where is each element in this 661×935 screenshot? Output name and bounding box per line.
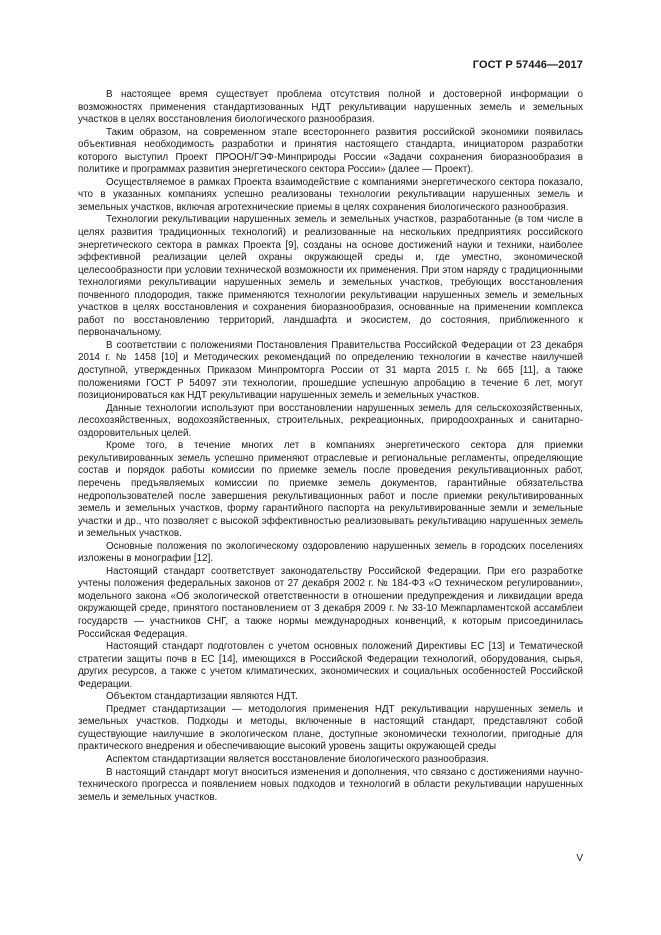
- paragraph: В настоящий стандарт могут вноситься изменения и дополнения, что связано с достижениями научно-технического прогресса и появлением новых подходов и технологий в области рекультивации нарушенных земель и земельных участков.: [78, 766, 583, 803]
- paragraph: Настоящий стандарт подготовлен с учетом основных положений Директивы ЕС [13] и Тематической стратегии защиты почв в ЕС [14], имеющихся в Российской Федерации технологий, оборудования, сырья, других ресурсов, а также с учетом климатических, экономических и социальных особенностей Российской Федерации.: [78, 641, 583, 690]
- paragraph: Осуществляемое в рамках Проекта взаимодействие с компаниями энергетического сектора показало, что в указанных компаниях успешно реализованы технологии рекультивации нарушенных земель и земельных участков, включая агротехнические приемы в целях сохранения биологического разнообразия.: [78, 176, 583, 213]
- standard-header: ГОСТ Р 57446—2017: [472, 59, 583, 71]
- paragraph: Основные положения по экологическому оздоровлению нарушенных земель в городских поселениях изложены в монографии [12].: [78, 540, 583, 565]
- paragraph: Данные технологии используют при восстановлении нарушенных земель для сельскохозяйственных, лесохозяйственных, водохозяйственных, строительных, рекреационных, природоохранных и санитарно-оздоровительных целей.: [78, 402, 583, 439]
- paragraph: Кроме того, в течение многих лет в компаниях энергетического сектора для приемки рекультивированных земель успешно применяют отраслевые и региональные регламенты, определяющие состав и порядок работы комиссии по приемке земель после проведения рекультивационных работ, перечень предъявляемых комиссии по приемке земель документов, гарантийные обязательства недропользователей после завершения рекультивационных работ и после приемки рекультивированных земель и земельных участков, форму гарантийного паспорта на рекультивированные земли и земельные участки и др., что позволяет с высокой эффективностью реализовывать рекультивацию нарушенных земель и земельных участков.: [78, 440, 583, 540]
- paragraph: Объектом стандартизации являются НДТ.: [106, 691, 298, 703]
- paragraph: В соответствии с положениями Постановления Правительства Российской Федерации от 23 декабря 2014 г. № 1458 [10] и Методических рекомендаций по определению технологии в качестве наилучшей доступной, утвержденных Приказом Минпромторга России от 31 марта 2015 г. № 665 [11], а также положениями ГОСТ Р 54097 эти технологии, прошедшие успешную апробацию в течение 6 лет, могут позиционироваться как НДТ рекультивации нарушенных земель и земельных участков.: [78, 339, 583, 402]
- paragraph: В настоящее время существует проблема отсутствия полной и достоверной информации о возможностях применения стандартизованных НДТ рекультивации нарушенных земель и земельных участков в целях восстановления биологического разнообразия.: [78, 89, 583, 126]
- paragraph: Технологии рекультивации нарушенных земель и земельных участков, разработанные (в том числе в целях развития традиционных технологий) и реализованные на нескольких предприятиях российского энергетического сектора в рамках Проекта [9], созданы на основе достижений науки и техники, наиболее эффективной реализации целей охраны окружающей среды и, где уместно, экономической целесообразности при условии технической возможности их применения. При этом наряду с традиционными технологиями рекультивации нарушенных земель и земельных участков, требующих восстановления почвенного плодородия, также применяются технологии рекультивации нарушенных земель и земельных участков в целях восстановления и сохранения биоразнообразия, основанные на применении комплекса работ по восстановлению территорий, ландшафта и экосистем, до состояния, приближенного к первоначальному.: [78, 214, 583, 339]
- document-body: [78, 89, 583, 804]
- page-number: V: [576, 853, 583, 864]
- paragraph: Предмет стандартизации — методология применения НДТ рекультивации нарушенных земель и земельных участков. Подходы и методы, включенные в настоящий стандарт, представляют собой существующие наилучшие в экологическом плане, доступные экономически технологии, пригодные для практического внедрения и обеспечивающие высокий уровень защиты окружающей среды: [78, 703, 583, 753]
- paragraph: Таким образом, на современном этапе всестороннего развития российской экономики появилась объективная необходимость разработки и принятия настоящего стандарта, инициатором разработки которого выступил Проект ПРООН/ГЭФ-Минприроды России «Задачи сохранения биоразнообразия в политике и программах развития энергетического сектора России» (далее — Проект).: [78, 126, 583, 176]
- paragraph: Аспектом стандартизации является восстановление биологического разнообразия.: [106, 753, 489, 765]
- paragraph: Настоящий стандарт соответствует законодательству Российской Федерации. При его разработке учтены положения федеральных законов от 27 декабря 2002 г. № 184-ФЗ «О техническом регулировании», модельного закона «Об экологической ответственности в отношении предупреждения и ликвидации вреда окружающей среде, принятого постановлением от 3 декабря 2009 г. № 33-10 Межпарламентской ассамблеи государств — участников СНГ, а также нормы международных конвенций, к которым присоединилась Российская Федерация.: [78, 565, 583, 640]
